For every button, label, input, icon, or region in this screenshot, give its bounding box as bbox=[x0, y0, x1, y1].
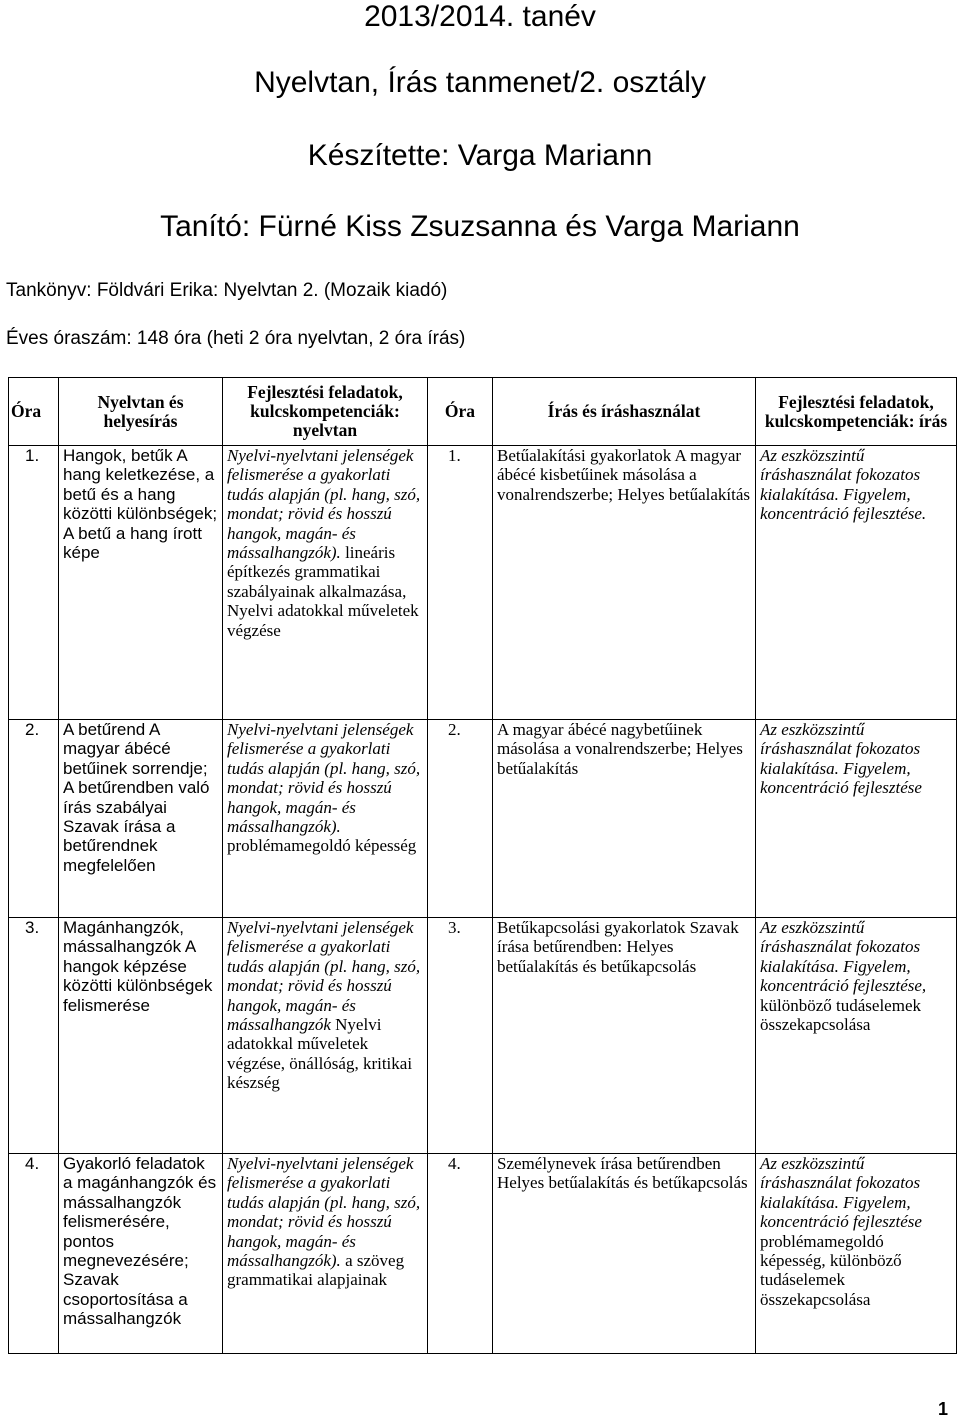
header-nyelvtan: Nyelvtan és helyesírás bbox=[59, 378, 223, 446]
nyelvtan-topic: A betűrend A magyar ábécé betűinek sorrendje; A betűrendben való írás szabályai Szavak írása a betűrendnek megfelelően bbox=[59, 720, 223, 918]
fejlesztes-iras-italic: Az eszközszintű íráshasználat fokozatos kialakítása. Figyelem, koncentráció fejlesztése bbox=[760, 720, 922, 798]
fejlesztes-iras-cell bbox=[756, 446, 957, 720]
fejlesztes-italic: Nyelvi-nyelvtani jelenségek felismerése a gyakorlati tudás alapján (pl. hang, szó, mondat; rövid és hosszú hangok, magán- és mássalhangzók). bbox=[227, 1154, 421, 1271]
lesson-number: 4. bbox=[9, 1154, 59, 1354]
lesson-number-2: 4. bbox=[428, 1154, 493, 1354]
header-ora-1: Óra bbox=[9, 378, 59, 446]
fejlesztes-nyelvtan-cell bbox=[223, 918, 428, 1154]
fejlesztes-italic: Nyelvi-nyelvtani jelenségek felismerése a gyakorlati tudás alapján (pl. hang, szó, mondat; rövid és hosszú hangok, magán- és mássalhangzók). bbox=[227, 446, 421, 563]
table-row bbox=[9, 446, 957, 720]
fejlesztes-plain: lineáris építkezés grammatikai szabályainak alkalmazása, Nyelvi adatokkal műveletek végzése bbox=[227, 543, 419, 640]
fejlesztes-iras-italic: Az eszközszintű íráshasználat fokozatos kialakítása. Figyelem, koncentráció fejlesztése bbox=[760, 1154, 922, 1232]
iras-topic: Személynevek írása betűrendben Helyes betűalakítás és betűkapcsolás bbox=[493, 1154, 756, 1354]
fejlesztes-plain: a szöveg grammatikai alapjainak bbox=[227, 1251, 405, 1290]
header-fejlesztes-iras: Fejlesztési feladatok, kulcskompetenciák: írás bbox=[756, 378, 957, 446]
iras-topic: A magyar ábécé nagybetűinek másolása a vonalrendszerbe; Helyes betűalakítás bbox=[493, 720, 756, 918]
header-ora-2: Óra bbox=[428, 378, 493, 446]
fejlesztes-nyelvtan-cell bbox=[223, 446, 428, 720]
header-fejlesztes-nyelvtan: Fejlesztési feladatok, kulcskompetenciák: nyelvtan bbox=[223, 378, 428, 446]
teachers-line: Tanító: Fürné Kiss Zsuzsanna és Varga Mariann bbox=[160, 210, 800, 243]
fejlesztes-plain: problémamegoldó képesség bbox=[227, 836, 417, 856]
textbook-line: Tankönyv: Földvári Erika: Nyelvtan 2. (Mozaik kiadó) bbox=[6, 280, 448, 301]
lesson-number-2: 1. bbox=[428, 446, 493, 720]
nyelvtan-topic: Gyakorló feladatok a magánhangzók és mássalhangzók felismerésére, pontos megnevezésére; Szavak csoportosítása a mássalhangzók bbox=[59, 1154, 223, 1354]
lesson-number: 1. bbox=[9, 446, 59, 720]
fejlesztes-italic: Nyelvi-nyelvtani jelenségek felismerése a gyakorlati tudás alapján (pl. hang, szó, mondat; rövid és hosszú hangok, magán- és mássalhangzók). bbox=[227, 720, 421, 837]
fejlesztes-iras-cell bbox=[756, 720, 957, 918]
fejlesztes-iras-plain: problémamegoldó képesség, különböző tudáselemek összekapcsolása bbox=[760, 1231, 902, 1309]
table-header-row bbox=[9, 378, 957, 446]
iras-topic: Betűalakítási gyakorlatok A magyar ábécé kisbetűinek másolása a vonalrendszerbe; Helyes betűalakítás bbox=[493, 446, 756, 720]
lesson-number: 3. bbox=[9, 918, 59, 1154]
fejlesztes-plain: Nyelvi adatokkal műveletek végzése, önállóság, kritikai készség bbox=[227, 1015, 413, 1093]
fejlesztes-iras-italic: Az eszközszintű íráshasználat fokozatos kialakítása. Figyelem, koncentráció fejlesztése, bbox=[760, 918, 927, 996]
header-iras: Írás és íráshasználat bbox=[493, 378, 756, 446]
fejlesztes-nyelvtan-cell bbox=[223, 720, 428, 918]
table-row bbox=[9, 1154, 957, 1354]
table-row bbox=[9, 720, 957, 918]
school-year: 2013/2014. tanév bbox=[364, 0, 596, 33]
annual-hours-line: Éves óraszám: 148 óra (heti 2 óra nyelvtan, 2 óra írás) bbox=[6, 328, 466, 349]
lesson-number: 2. bbox=[9, 720, 59, 918]
fejlesztes-iras-italic: Az eszközszintű íráshasználat fokozatos kialakítása. Figyelem, koncentráció fejlesztése. bbox=[760, 446, 927, 524]
document-title: Nyelvtan, Írás tanmenet/2. osztály bbox=[254, 66, 706, 99]
lesson-number-2: 2. bbox=[428, 720, 493, 918]
fejlesztes-nyelvtan-cell bbox=[223, 1154, 428, 1354]
lesson-plan-table bbox=[8, 377, 957, 1354]
author-line: Készítette: Varga Mariann bbox=[307, 139, 653, 172]
nyelvtan-topic: Magánhangzók, mássalhangzók A hangok képzése közötti különbségek felismerése bbox=[59, 918, 223, 1154]
page-number: 1 bbox=[937, 1399, 948, 1419]
fejlesztes-iras-cell bbox=[756, 1154, 957, 1354]
lesson-number-2: 3. bbox=[428, 918, 493, 1154]
fejlesztes-iras-cell bbox=[756, 918, 957, 1154]
table-row bbox=[9, 918, 957, 1154]
fejlesztes-iras-plain: különböző tudáselemek összekapcsolása bbox=[760, 995, 921, 1035]
iras-topic: Betűkapcsolási gyakorlatok Szavak írása betűrendben: Helyes betűalakítás és betűkapcsolás bbox=[493, 918, 756, 1154]
fejlesztes-italic: Nyelvi-nyelvtani jelenségek felismerése a gyakorlati tudás alapján (pl. hang, szó, mondat; rövid és hosszú hangok, magán- és mássalhangzók bbox=[227, 918, 421, 1035]
nyelvtan-topic: Hangok, betűk A hang keletkezése, a betű és a hang közötti különbségek; A betű a hang írott képe bbox=[59, 446, 223, 720]
